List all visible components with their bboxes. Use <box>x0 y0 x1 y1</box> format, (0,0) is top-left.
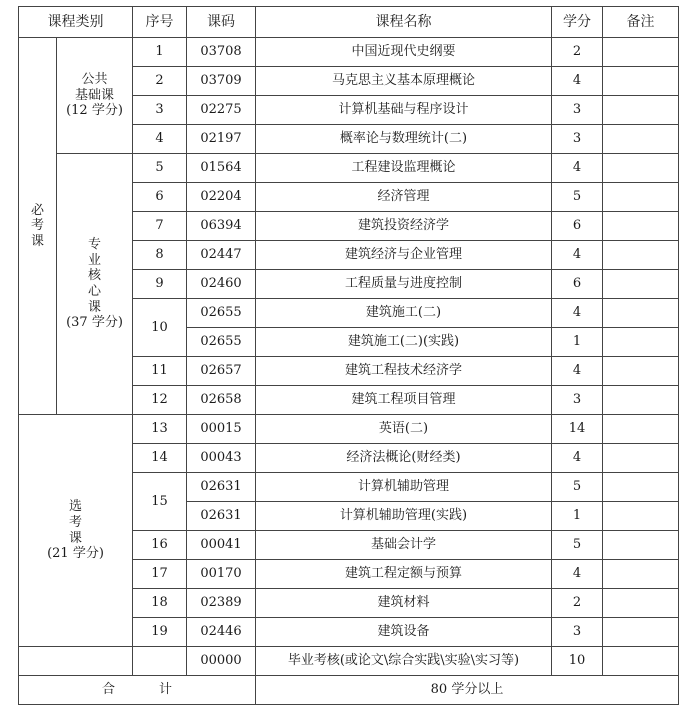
remarks-cell <box>603 328 679 357</box>
code-cell: 02447 <box>187 241 256 270</box>
seq-cell: 14 <box>133 444 187 473</box>
header-row <box>19 7 679 38</box>
credits-cell: 4 <box>552 241 603 270</box>
credits-cell: 2 <box>552 589 603 618</box>
course-name-cell: 英语(二) <box>256 415 552 444</box>
remarks-cell <box>603 357 679 386</box>
course-name-cell: 建筑工程技术经济学 <box>256 357 552 386</box>
credits-cell: 4 <box>552 67 603 96</box>
remarks-cell <box>603 67 679 96</box>
credits-cell: 6 <box>552 212 603 241</box>
credits-cell: 1 <box>552 502 603 531</box>
course-name-cell: 经济法概论(财经类) <box>256 444 552 473</box>
code-cell: 02631 <box>187 473 256 502</box>
code-cell: 02658 <box>187 386 256 415</box>
seq-cell: 13 <box>133 415 187 444</box>
remarks-cell <box>603 38 679 67</box>
credits-cell: 10 <box>552 647 603 676</box>
credits-cell: 3 <box>552 125 603 154</box>
remarks-cell <box>603 386 679 415</box>
seq-cell: 17 <box>133 560 187 589</box>
code-cell: 01564 <box>187 154 256 183</box>
remarks-cell <box>603 647 679 676</box>
table-row <box>19 38 679 67</box>
credits-cell: 3 <box>552 96 603 125</box>
code-cell: 00041 <box>187 531 256 560</box>
required-category-label: 必 考 课 <box>19 38 57 415</box>
course-name-cell: 建筑工程定额与预算 <box>256 560 552 589</box>
course-name-cell: 建筑设备 <box>256 618 552 647</box>
remarks-cell <box>603 589 679 618</box>
seq-cell: 18 <box>133 589 187 618</box>
code-cell: 02655 <box>187 328 256 357</box>
code-cell: 00170 <box>187 560 256 589</box>
seq-cell: 8 <box>133 241 187 270</box>
remarks-cell <box>603 299 679 328</box>
remarks-cell <box>603 241 679 270</box>
credits-cell: 1 <box>552 328 603 357</box>
seq-cell: 10 <box>133 299 187 357</box>
empty-seq-cell <box>133 647 187 676</box>
course-name-cell: 中国近现代史纲要 <box>256 38 552 67</box>
header-credits: 学分 <box>552 7 603 38</box>
header-name: 课程名称 <box>256 7 552 38</box>
remarks-cell <box>603 473 679 502</box>
table-row <box>19 154 679 183</box>
remarks-cell <box>603 560 679 589</box>
seq-cell: 16 <box>133 531 187 560</box>
course-name-cell: 计算机辅助管理(实践) <box>256 502 552 531</box>
remarks-cell <box>603 183 679 212</box>
course-name-cell: 建筑投资经济学 <box>256 212 552 241</box>
remarks-cell <box>603 96 679 125</box>
seq-cell: 12 <box>133 386 187 415</box>
seq-cell: 9 <box>133 270 187 299</box>
core-group-label: 专 业 核 心 课 (37 学分) <box>57 154 133 415</box>
seq-cell: 5 <box>133 154 187 183</box>
credits-cell: 5 <box>552 531 603 560</box>
elective-category-label: 选 考 课 (21 学分) <box>19 415 133 647</box>
course-name-cell: 马克思主义基本原理概论 <box>256 67 552 96</box>
credits-cell: 4 <box>552 444 603 473</box>
empty-category-cell <box>19 647 133 676</box>
course-name-cell: 毕业考核(或论文\综合实践\实验\实习等) <box>256 647 552 676</box>
course-name-cell: 基础会计学 <box>256 531 552 560</box>
seq-cell: 7 <box>133 212 187 241</box>
header-category: 课程类别 <box>19 7 133 38</box>
credits-cell: 4 <box>552 154 603 183</box>
total-row <box>19 676 679 705</box>
code-cell: 00000 <box>187 647 256 676</box>
credits-cell: 4 <box>552 560 603 589</box>
header-code: 课码 <box>187 7 256 38</box>
course-name-cell: 建筑施工(二) <box>256 299 552 328</box>
seq-cell: 3 <box>133 96 187 125</box>
credits-cell: 3 <box>552 618 603 647</box>
code-cell: 02197 <box>187 125 256 154</box>
remarks-cell <box>603 125 679 154</box>
remarks-cell <box>603 531 679 560</box>
code-cell: 06394 <box>187 212 256 241</box>
remarks-cell <box>603 502 679 531</box>
seq-cell: 4 <box>133 125 187 154</box>
credits-cell: 5 <box>552 183 603 212</box>
credits-cell: 4 <box>552 299 603 328</box>
curriculum-table <box>18 6 679 705</box>
total-label: 合 计 <box>19 676 256 705</box>
code-cell: 03708 <box>187 38 256 67</box>
seq-cell: 2 <box>133 67 187 96</box>
course-name-cell: 经济管理 <box>256 183 552 212</box>
code-cell: 02275 <box>187 96 256 125</box>
course-name-cell: 建筑施工(二)(实践) <box>256 328 552 357</box>
seq-cell: 11 <box>133 357 187 386</box>
code-cell: 00043 <box>187 444 256 473</box>
code-cell: 02460 <box>187 270 256 299</box>
code-cell: 03709 <box>187 67 256 96</box>
course-name-cell: 工程质量与进度控制 <box>256 270 552 299</box>
remarks-cell <box>603 415 679 444</box>
course-name-cell: 建筑经济与企业管理 <box>256 241 552 270</box>
course-name-cell: 建筑材料 <box>256 589 552 618</box>
header-seq: 序号 <box>133 7 187 38</box>
seq-cell: 15 <box>133 473 187 531</box>
code-cell: 02631 <box>187 502 256 531</box>
credits-cell: 14 <box>552 415 603 444</box>
code-cell: 02657 <box>187 357 256 386</box>
seq-cell: 6 <box>133 183 187 212</box>
course-name-cell: 工程建设监理概论 <box>256 154 552 183</box>
code-cell: 00015 <box>187 415 256 444</box>
seq-cell: 1 <box>133 38 187 67</box>
code-cell: 02446 <box>187 618 256 647</box>
credits-cell: 4 <box>552 357 603 386</box>
table-row <box>19 415 679 444</box>
remarks-cell <box>603 154 679 183</box>
remarks-cell <box>603 444 679 473</box>
course-name-cell: 计算机基础与程序设计 <box>256 96 552 125</box>
remarks-cell <box>603 270 679 299</box>
code-cell: 02655 <box>187 299 256 328</box>
course-name-cell: 计算机辅助管理 <box>256 473 552 502</box>
graduation-row <box>19 647 679 676</box>
course-name-cell: 概率论与数理统计(二) <box>256 125 552 154</box>
header-remarks: 备注 <box>603 7 679 38</box>
course-name-cell: 建筑工程项目管理 <box>256 386 552 415</box>
credits-cell: 5 <box>552 473 603 502</box>
code-cell: 02389 <box>187 589 256 618</box>
credits-cell: 6 <box>552 270 603 299</box>
total-value: 80 学分以上 <box>256 676 679 705</box>
credits-cell: 2 <box>552 38 603 67</box>
remarks-cell <box>603 618 679 647</box>
public-basic-group-label: 公共 基础课 (12 学分) <box>57 38 133 154</box>
remarks-cell <box>603 212 679 241</box>
credits-cell: 3 <box>552 386 603 415</box>
seq-cell: 19 <box>133 618 187 647</box>
code-cell: 02204 <box>187 183 256 212</box>
